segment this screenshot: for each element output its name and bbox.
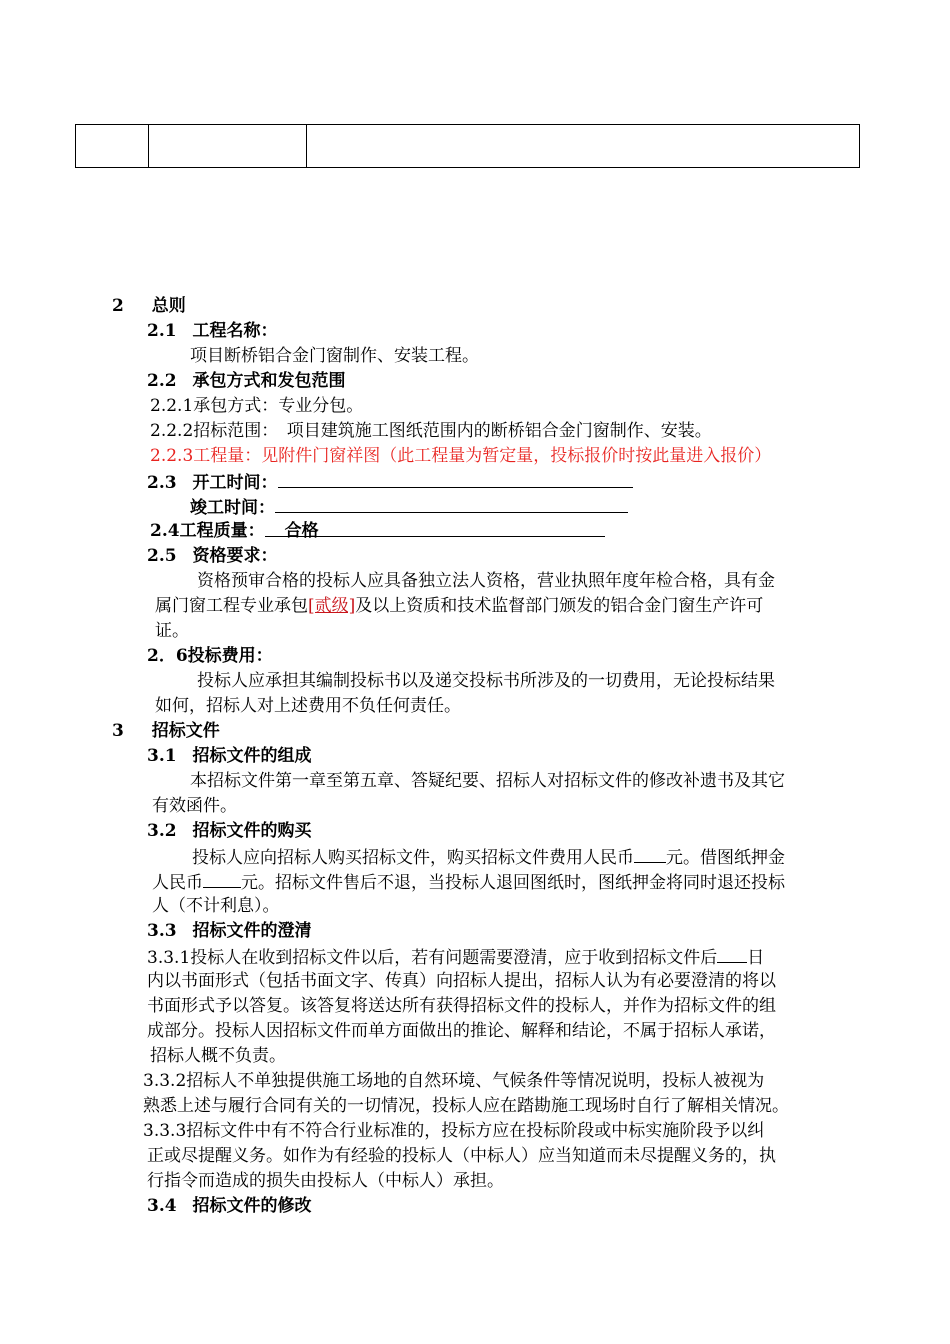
end-time-row: [190, 494, 628, 520]
heading-number: 3.2: [147, 821, 177, 841]
clause-2-2-1: 2.2.1承包方式：专业分包。: [150, 396, 364, 416]
heading-number: 3.1: [147, 746, 177, 766]
clause-3-3-1-line-3: 书面形式予以答复。该答复将送达所有获得招标文件的投标人，并作为招标文件的组: [147, 996, 776, 1016]
heading-title: 承包方式和发包范围: [192, 371, 346, 391]
header-table-cell: [76, 125, 149, 168]
heading-title: 工程名称：: [192, 321, 278, 341]
heading-title: 招标文件的购买: [192, 821, 312, 841]
heading-2-5: [147, 544, 278, 568]
clause-2-2-2: 2.2.2招标范围： 项目建筑施工图纸范围内的断桥铝合金门窗制作、安装。: [150, 421, 712, 441]
heading-title: 招标文件的修改: [192, 1196, 312, 1216]
clause-3-3-1-line-5: 招标人概不负责。: [150, 1046, 286, 1066]
heading-3-2: [147, 819, 312, 843]
start-time-blank: [278, 469, 633, 488]
heading-number: 2.5: [147, 546, 177, 566]
heading-title: 招标文件的组成: [192, 746, 312, 766]
clause-3-3-3-line-3: 行指令而造成的损失由投标人（中标人）承担。: [147, 1171, 504, 1191]
purchase-line-1: [192, 844, 785, 870]
heading-title: 招标文件的澄清: [192, 921, 312, 941]
section-title: 总则: [151, 296, 186, 316]
heading-2-2: [147, 369, 346, 393]
heading-3-3: [147, 919, 312, 943]
end-time-label: 竣工时间：: [190, 498, 275, 518]
project-name: 项目断桥铝合金门窗制作、安装工程。: [190, 346, 479, 366]
section-2-heading: [112, 294, 186, 318]
clause-3-3-1-line-2: 内以书面形式（包括书面文字、传真）向招标人提出，招标人认为有必要澄清的将以: [147, 971, 776, 991]
text-segment: 及以上资质和技术监督部门颁发的铝合金门窗生产许可: [355, 596, 764, 616]
heading-number: 2.2: [147, 371, 177, 391]
end-time-blank: [275, 494, 628, 513]
clause-3-3-2-line-1: 3.3.2招标人不单独提供施工场地的自然环境、气候条件等情况说明，投标人被视为: [143, 1071, 765, 1091]
heading-number: 2.3: [147, 473, 177, 493]
heading-2-6: 2．6投标费用：: [147, 646, 273, 666]
clause-3-3-1-line-1: [147, 944, 764, 970]
heading-2-1: [147, 319, 278, 343]
text-segment: 元。招标文件售后不退，当投标人退回图纸时，图纸押金将同时退还投标: [241, 873, 785, 893]
days-blank: [717, 944, 747, 963]
quality-label: 2.4工程质量：: [150, 521, 265, 541]
heading-2-3: [147, 469, 633, 495]
qualification-line-3: 证。: [155, 621, 189, 641]
qualification-level-link[interactable]: [贰级]: [308, 596, 356, 616]
clause-3-3-2-line-2: 熟悉上述与履行合同有关的一切情况，投标人应在踏勘施工现场时自行了解相关情况。: [143, 1096, 789, 1116]
fee-line-1: 投标人应承担其编制投标书以及递交投标书所涉及的一切费用，无论投标结果: [197, 671, 775, 691]
clause-2-2-3: 2.2.3工程量：见附件门窗祥图（此工程量为暂定量，投标报价时按此量进入报价）: [150, 446, 772, 466]
start-time-label: 开工时间：: [192, 473, 278, 493]
purchase-line-3: 人（不计利息）。: [152, 896, 280, 916]
quality-row: [150, 519, 605, 543]
header-table: [75, 124, 860, 168]
section-number: 3: [112, 721, 124, 741]
qualification-line-2: [155, 594, 763, 618]
fee-line-2: 如何，招标人对上述费用不负任何责任。: [155, 696, 461, 716]
clause-3-3-3-line-1: 3.3.3招标文件中有不符合行业标准的，投标方应在投标阶段或中标实施阶段予以纠: [143, 1121, 765, 1141]
composition-line-1: 本招标文件第一章至第五章、答疑纪要、招标人对招标文件的修改补遗书及其它: [190, 771, 785, 791]
fee-amount-blank: [634, 844, 666, 863]
heading-3-4: [147, 1194, 312, 1218]
text-segment: 属门窗工程专业承包: [155, 596, 308, 616]
header-table-cell: [149, 125, 307, 168]
heading-title: 资格要求：: [192, 546, 278, 566]
text-segment: 3.3.1投标人在收到招标文件以后，若有问题需要澄清，应于收到招标文件后: [147, 948, 718, 968]
qualification-line-1: 资格预审合格的投标人应具备独立法人资格，营业执照年度年检合格，具有金: [197, 571, 775, 591]
purchase-line-2: [152, 869, 785, 895]
heading-3-1: [147, 744, 312, 768]
section-number: 2: [112, 296, 124, 316]
header-table-cell: [307, 125, 860, 168]
text-segment: 人民币: [152, 873, 203, 893]
heading-number: 2.1: [147, 321, 177, 341]
clause-3-3-1-line-4: 成部分。投标人因招标文件而单方面做出的推论、解释和结论，不属于招标人承诺，: [147, 1021, 776, 1041]
text-segment: 投标人应向招标人购买招标文件，购买招标文件费用人民币: [192, 848, 634, 868]
clause-3-3-3-line-2: 正或尽提醒义务。如作为有经验的投标人（中标人）应当知道而未尽提醒义务的，执: [147, 1146, 776, 1166]
text-segment: 元。借图纸押金: [666, 848, 785, 868]
text-segment: 日: [747, 948, 765, 968]
quality-value: 合格: [265, 519, 605, 537]
deposit-amount-blank: [203, 869, 241, 888]
composition-line-2: 有效函件。: [152, 796, 237, 816]
heading-number: 3.3: [147, 921, 177, 941]
heading-number: 3.4: [147, 1196, 177, 1216]
section-3-heading: [112, 719, 220, 743]
section-title: 招标文件: [151, 721, 220, 741]
